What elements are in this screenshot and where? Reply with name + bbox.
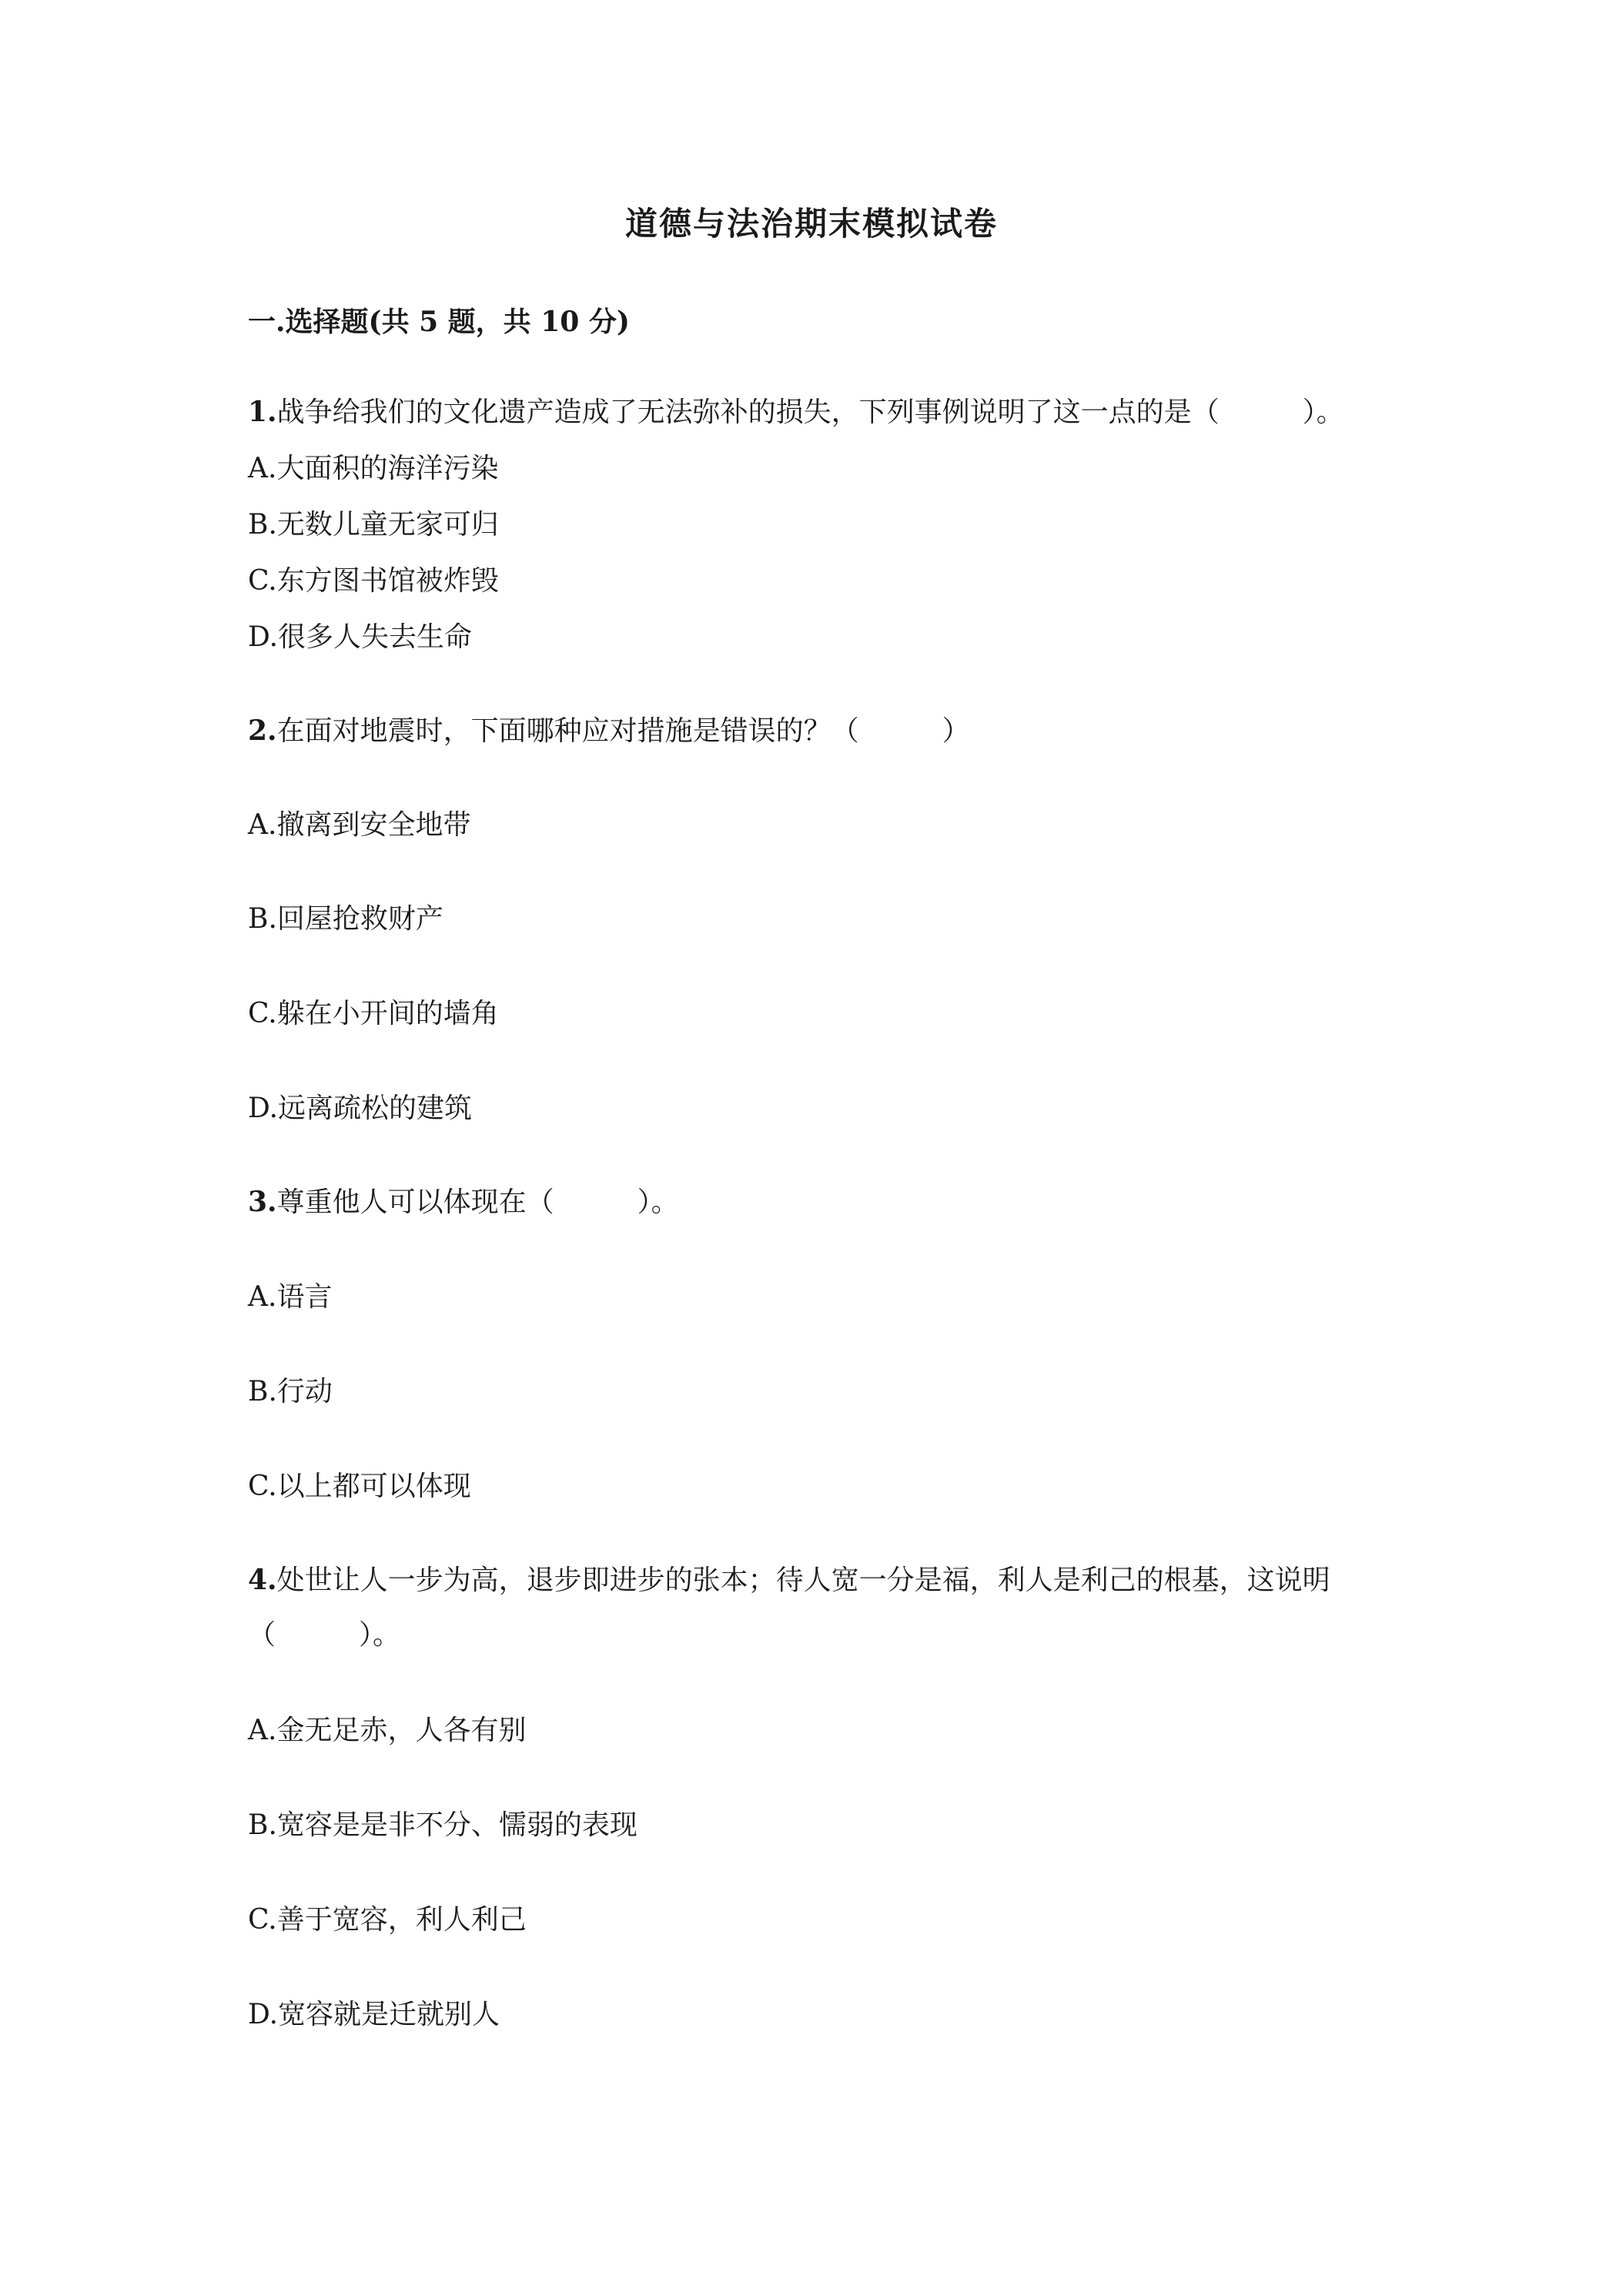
question-3-option-c: C.以上都可以体现 <box>248 1471 471 1502</box>
question-2-option-d: D.远离疏松的建筑 <box>248 1093 473 1124</box>
question-1-stem <box>248 396 1344 429</box>
question-number: 2. <box>248 715 277 747</box>
question-number: 4. <box>248 1564 277 1596</box>
question-1-option-c: C.东方图书馆被炸毁 <box>248 565 499 597</box>
question-number: 1. <box>248 396 277 428</box>
question-2-stem <box>248 715 970 748</box>
question-text: 战争给我们的文化遗产造成了无法弥补的损失，下列事例说明了这一点的是（ ）。 <box>276 397 1344 428</box>
question-text: 在面对地震时，下面哪种应对措施是错误的？（ ） <box>276 715 970 747</box>
question-4-stem-continued: （ ）。 <box>248 1619 401 1651</box>
question-3-option-a: A.语言 <box>248 1281 333 1313</box>
question-4-option-b: B.宽容是是非不分、懦弱的表现 <box>248 1809 637 1841</box>
question-1-option-d: D.很多人失去生命 <box>248 621 473 653</box>
question-2-option-c: C.躲在小开间的墙角 <box>248 998 499 1029</box>
question-2-option-b: B.回屋抢救财产 <box>248 903 443 935</box>
question-4-option-d: D.宽容就是迁就别人 <box>248 1999 500 2030</box>
question-number: 3. <box>248 1186 277 1218</box>
section-heading: 一.选择题(共 5 题，共 10 分) <box>248 306 630 338</box>
question-text: 尊重他人可以体现在（ ）。 <box>276 1186 679 1218</box>
question-1-option-a: A.大面积的海洋污染 <box>248 453 499 484</box>
question-2-option-a: A.撤离到安全地带 <box>248 809 471 841</box>
page-title: 道德与法治期末模拟试卷 <box>624 205 998 243</box>
question-4-option-a: A.金无足赤，人各有别 <box>248 1715 527 1746</box>
question-1-option-b: B.无数儿童无家可归 <box>248 509 499 541</box>
question-3-stem <box>248 1186 679 1219</box>
question-4-option-c: C.善于宽容，利人利己 <box>248 1904 527 1936</box>
question-4-stem <box>248 1564 1330 1597</box>
question-text: 处世让人一步为高，退步即进步的张本；待人宽一分是福，利人是利己的根基，这说明 <box>276 1565 1330 1596</box>
question-3-option-b: B.行动 <box>248 1376 333 1407</box>
